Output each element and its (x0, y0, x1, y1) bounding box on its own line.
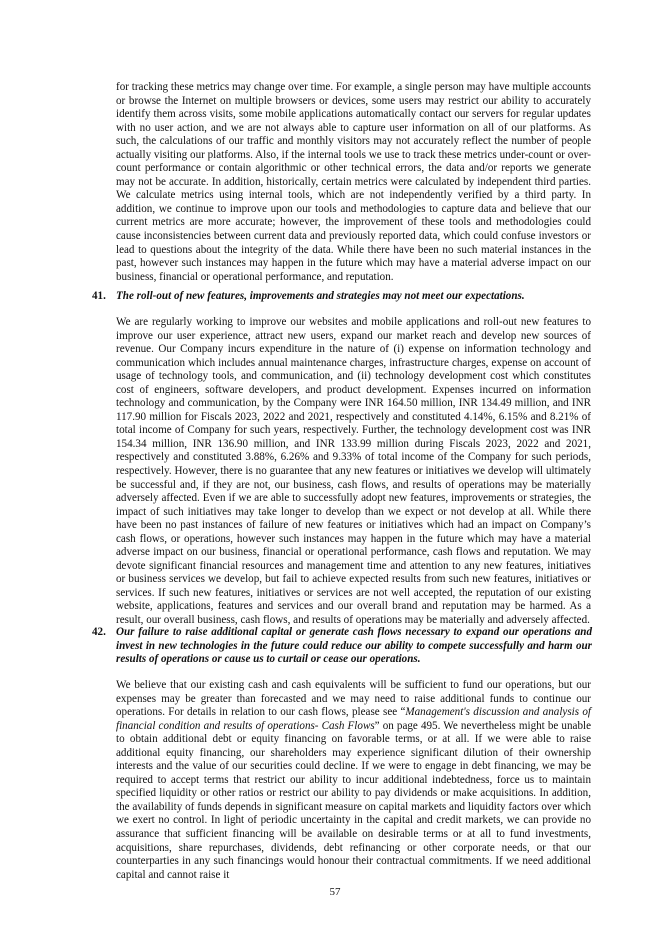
section-41-number: 41. (92, 290, 106, 302)
section-41-heading (92, 290, 592, 304)
section-42-body-part2: ” on page 495. We nevertheless might be unable to obtain additional debt or equity financing on favorable terms, or at all. If we were able to raise additional equity financing, our shareholders may experience significant dilution of their ownership interests and the value of our securities could decline. If we were to engage in debt financing, we may be required to accept terms that restrict our ability to incur additional indebtedness, force us to maintain specified liquidity or other ratios or restrict our ability to pay dividends or make acquisitions. In addition, the availability of funds depends in significant measure on capital markets and liquidity factors over which we exert no control. In light of periodic uncertainty in the capital and credit markets, we can provide no assurance that sufficient financing will be available on desirable terms or at all to fund investments, acquisitions, share repurchases, dividends, debt refinancing or other corporate needs, or that our counterparties in any such financings would honour their contractual commitments. If we need additional capital and cannot raise it (116, 719, 592, 881)
section-42-number: 42. (92, 626, 106, 638)
section-41-title: The roll-out of new features, improvements and strategies may not meet our expectations. (116, 290, 525, 302)
page-number: 57 (329, 886, 341, 898)
cross-reference: Management's discussion and analysis of financial condition and results of operations- Cash Flows (116, 706, 591, 732)
section-42-heading (92, 626, 592, 667)
section-42-title: Our failure to raise additional capital or generate cash flows necessary to expand our operations and invest in new technologies in the future could reduce our ability to compete successfully and harm our results of operations or cause us to curtail or cease our operations. (116, 626, 592, 666)
section-42-body-part1: We believe that our existing cash and cash equivalents will be sufficient to fund our operations, but our expenses may be greater than forecasted and we may need to raise additional funds to continue our operations. For details in relation to our cash flows, please see “ (116, 679, 591, 719)
section-41-body: We are regularly working to improve our websites and mobile applications and roll-out new features to improve our user experience, attract new users, expand our market reach and develop new sources of revenue. Our Company incurs expenditure in the nature of (i) expense on information technology and communication which includes annual maintenance charges, infrastructure charges, expense on account of usage of technology tools, and communication, and (ii) technology development cost which constitutes cost of engineers, software developers, and product development. Expenses incurred on information technology and communication, by the Company were INR 164.50 million, INR 134.49 million, and INR 117.90 million for Fiscals 2023, 2022 and 2021, respectively and constituted 4.14%, 6.15% and 8.21% of total income of Company for such years, respectively. Further, the technology development cost was INR 154.34 million, INR 136.90 million, and INR 133.99 million during Fiscals 2023, 2022 and 2021, respectively and constituted 3.88%, 6.26% and 9.33% of total income of the Company for such periods, respectively. However, there is no guarantee that any new features or initiatives we develop will ultimately be successful and, if they are not, our business, cash flows, and results of operations may be materially adversely affected. Even if we are able to successfully adopt new features, improvements or strategies, the impact of such initiatives may take longer to develop than we expect or not develop at all. While there have been no past instances of failure of new features or initiatives which had an impact on Company’s cash flows, or operations, however such instances may happen in the future which may have a material adverse impact on our business, financial or operational performance, cash flows and reputation. We may devote significant financial resources and management time and attention to any new features, initiatives or business services we develop, but fail to achieve expected results from such new features, initiatives or services. If such new features, initiatives or services are not well accepted, the reputation of our existing website, applications, features and services and our overall brand and reputation may be harmed. As a result, our overall business, cash flows, and results of operations may be materially and adversely affected. (116, 316, 591, 627)
section-42-body (116, 679, 591, 882)
continuation-paragraph: for tracking these metrics may change over time. For example, a single person may have multiple accounts or browse the Internet on multiple browsers or devices, some users may restrict our ability to accurately identify them across visits, some mobile applications automatically contact our servers for regular updates with no user action, and we are not always able to capture user information on all of our platforms. As such, the calculations of our traffic and monthly visitors may not accurately reflect the number of people actually visiting our platforms. Also, if the internal tools we use to track these metrics under-count or over-count performance or contain algorithmic or other technical errors, the data and/or reports we generate may not be accurate. In addition, historically, certain metrics were calculated by independent third parties. We calculate metrics using internal tools, which are not independently verified by a third party. In addition, we continue to improve upon our tools and methodologies to capture data and believe that our current metrics are more accurate; however, the improvement of these tools and methodologies could cause inconsistencies between current data and previously reported data, which could confuse investors or lead to questions about the integrity of the data. While there have been no such material instances in the past, however such instances may happen in the future which may have a material adverse impact on our business, financial or operational performance, and reputation. (116, 81, 591, 283)
